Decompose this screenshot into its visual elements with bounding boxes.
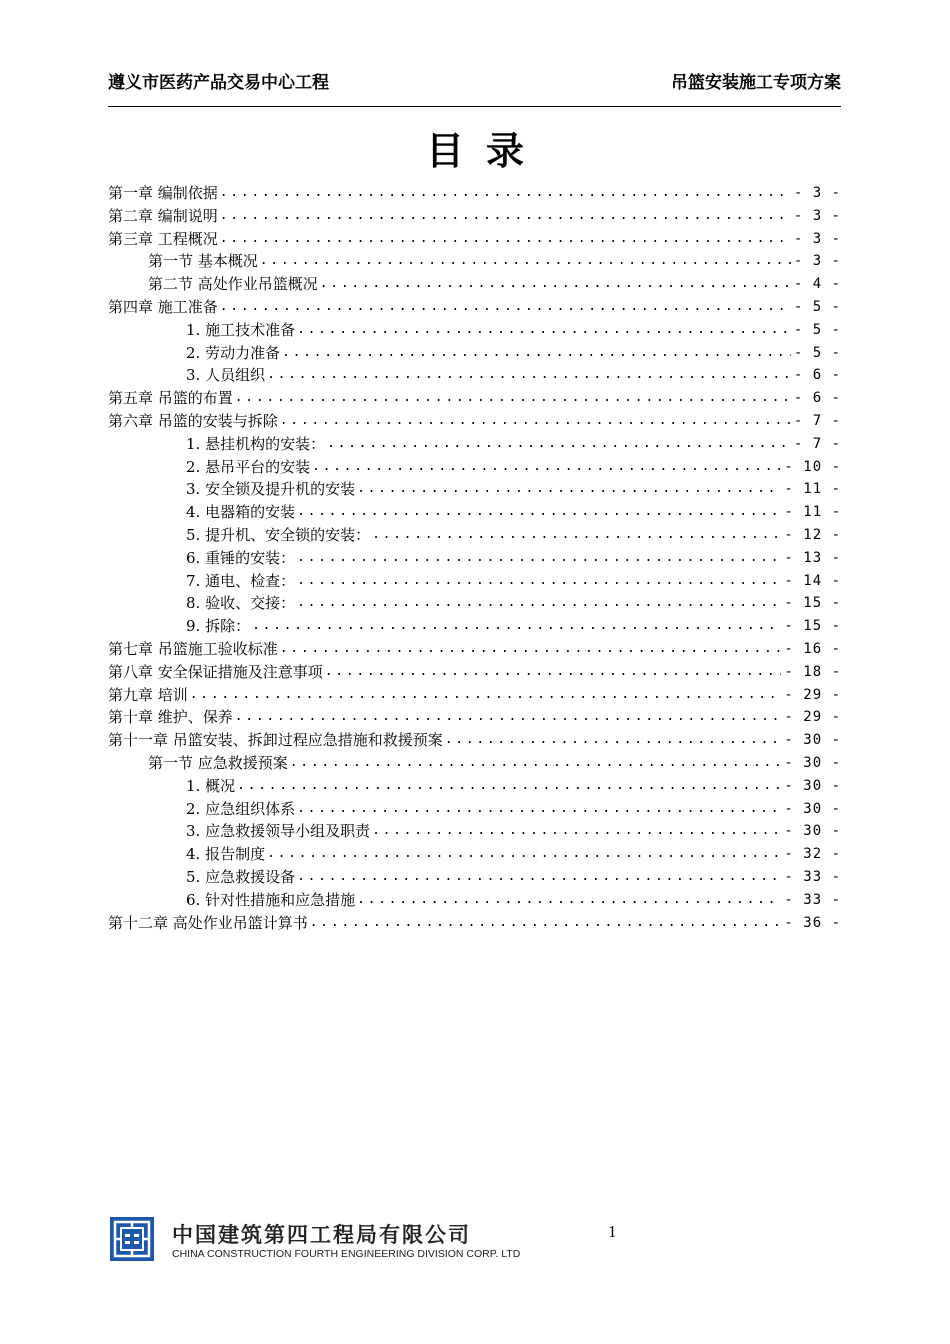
toc-entry-text: 第十二章 高处作业吊篮计算书 xyxy=(108,913,308,932)
toc-entry[interactable] xyxy=(108,729,841,752)
table-of-contents xyxy=(108,182,841,934)
toc-entry-text: 2. 悬吊平台的安装 xyxy=(186,457,311,476)
toc-entry-page: - 30 - xyxy=(784,823,841,840)
toc-entry-page: - 29 - xyxy=(784,686,841,703)
toc-dot-leader xyxy=(325,661,782,684)
toc-entry-text: 1. 概况 xyxy=(186,776,236,795)
toc-dot-leader xyxy=(310,912,782,935)
toc-dot-leader xyxy=(297,570,781,593)
toc-dot-leader xyxy=(327,433,791,456)
toc-entry-page: - 7 - xyxy=(793,412,841,429)
cscec-logo-icon xyxy=(110,1217,154,1261)
toc-title: 目录 xyxy=(425,128,546,173)
toc-dot-leader xyxy=(237,775,781,798)
toc-dot-leader xyxy=(357,478,781,501)
toc-entry[interactable] xyxy=(108,684,841,707)
toc-dot-leader xyxy=(320,273,791,296)
toc-entry-text: 1. 悬挂机构的安装： xyxy=(186,434,326,453)
toc-entry-text: 第一章 编制依据 xyxy=(108,184,218,202)
toc-entry-page: - 5 - xyxy=(793,344,841,361)
toc-entry-text: 3. 应急救援领导小组及职责 xyxy=(186,822,371,841)
toc-entry[interactable] xyxy=(108,661,841,684)
toc-entry-text: 1. 施工技术准备 xyxy=(186,320,296,339)
toc-entry[interactable] xyxy=(108,524,841,547)
toc-entry-page: - 15 - xyxy=(784,618,841,635)
toc-entry-text: 2. 劳动力准备 xyxy=(186,343,281,362)
toc-entry-page: - 11 - xyxy=(784,504,841,521)
toc-entry[interactable] xyxy=(108,205,841,228)
toc-entry-page: - 3 - xyxy=(793,185,841,201)
toc-entry-text: 第十章 维护、保养 xyxy=(108,708,233,727)
toc-dot-leader xyxy=(290,752,782,775)
toc-dot-leader xyxy=(280,638,782,661)
toc-entry[interactable] xyxy=(108,364,841,387)
toc-entry[interactable] xyxy=(108,342,841,365)
toc-entry-page: - 29 - xyxy=(784,709,841,726)
toc-dot-leader xyxy=(267,843,781,866)
toc-dot-leader xyxy=(190,684,782,707)
toc-dot-leader xyxy=(312,456,781,479)
toc-entry-page: - 32 - xyxy=(784,846,841,863)
toc-entry-text: 第八章 安全保证措施及注意事项 xyxy=(108,662,323,681)
toc-entry-page: - 5 - xyxy=(793,321,841,338)
toc-dot-leader xyxy=(267,364,791,387)
toc-entry[interactable] xyxy=(108,410,841,433)
toc-entry-page: - 30 - xyxy=(784,754,841,771)
toc-entry-text: 第十一章 吊篮安装、拆卸过程应急措施和救援预案 xyxy=(108,731,443,750)
toc-dot-leader xyxy=(220,205,791,228)
toc-entry[interactable] xyxy=(108,182,841,205)
toc-entry-text: 第七章 吊篮施工验收标准 xyxy=(108,639,278,658)
toc-entry[interactable] xyxy=(108,706,841,729)
toc-entry[interactable] xyxy=(108,752,841,775)
toc-entry-page: - 7 - xyxy=(793,435,841,452)
toc-entry-page: - 14 - xyxy=(784,572,841,589)
toc-entry-text: 9. 拆除： xyxy=(186,617,251,636)
toc-dot-leader xyxy=(220,296,791,319)
toc-dot-leader xyxy=(260,250,791,273)
toc-entry[interactable] xyxy=(108,250,841,273)
toc-dot-leader xyxy=(297,319,791,342)
toc-entry-text: 第五章 吊篮的布置 xyxy=(108,389,233,408)
toc-entry-page: - 11 - xyxy=(784,481,841,498)
toc-entry[interactable] xyxy=(108,638,841,661)
toc-dot-leader xyxy=(297,866,781,889)
header-project-name: 遵义市医药产品交易中心工程 xyxy=(108,73,329,93)
toc-entry-page: - 12 - xyxy=(784,526,841,543)
toc-entry-page: - 3 - xyxy=(793,230,841,247)
toc-entry-page: - 16 - xyxy=(784,640,841,657)
toc-dot-leader xyxy=(297,547,781,570)
toc-entry-page: - 18 - xyxy=(784,663,841,680)
toc-entry-page: - 4 - xyxy=(793,276,841,293)
toc-entry[interactable] xyxy=(108,570,841,593)
toc-dot-leader xyxy=(372,820,781,843)
toc-entry-page: - 33 - xyxy=(784,868,841,885)
toc-entry[interactable] xyxy=(108,273,841,296)
toc-entry[interactable] xyxy=(108,319,841,342)
toc-dot-leader xyxy=(297,798,781,821)
toc-entry-text: 4. 电器箱的安装 xyxy=(186,503,296,522)
toc-entry-text: 3. 人员组织 xyxy=(186,366,266,385)
toc-dot-leader xyxy=(220,182,791,205)
toc-dot-leader xyxy=(220,228,791,251)
toc-entry-text: 5. 应急救援设备 xyxy=(186,867,296,886)
toc-entry[interactable] xyxy=(108,615,841,638)
toc-entry-page: - 3 - xyxy=(793,253,841,270)
page-header xyxy=(108,68,841,94)
toc-entry[interactable] xyxy=(108,866,841,889)
toc-entry-page: - 13 - xyxy=(784,549,841,566)
toc-entry-text: 第三章 工程概况 xyxy=(108,229,218,248)
page-number: 1 xyxy=(608,1222,617,1241)
toc-entry[interactable] xyxy=(108,798,841,821)
toc-entry-text: 6. 重锤的安装： xyxy=(186,548,296,567)
toc-dot-leader xyxy=(297,592,781,615)
toc-entry-page: - 33 - xyxy=(784,891,841,908)
header-divider xyxy=(108,106,841,107)
toc-entry[interactable] xyxy=(108,820,841,843)
toc-entry-text: 5. 提升机、安全锁的安装： xyxy=(186,525,371,544)
toc-entry-text: 第一节 基本概况 xyxy=(148,252,258,271)
toc-entry[interactable] xyxy=(108,843,841,866)
toc-entry-text: 第四章 施工准备 xyxy=(108,297,218,316)
toc-dot-leader xyxy=(372,524,781,547)
toc-entry[interactable] xyxy=(108,387,841,410)
toc-entry-page: - 36 - xyxy=(784,914,841,931)
toc-dot-leader xyxy=(297,501,781,524)
toc-entry[interactable] xyxy=(108,228,841,251)
toc-entry-text: 3. 安全锁及提升机的安装 xyxy=(186,480,356,499)
toc-entry-page: - 30 - xyxy=(784,732,841,749)
toc-entry-text: 第九章 培训 xyxy=(108,685,188,704)
toc-entry-text: 第一节 应急救援预案 xyxy=(148,753,288,772)
toc-entry[interactable] xyxy=(108,478,841,501)
footer-company-name-english: CHINA CONSTRUCTION FOURTH ENGINEERING DIVISION CORP. LTD xyxy=(172,1248,521,1260)
toc-entry-page: - 3 - xyxy=(793,207,841,224)
toc-dot-leader xyxy=(282,342,791,365)
toc-entry-text: 4. 报告制度 xyxy=(186,845,266,864)
toc-entry-text: 第二节 高处作业吊篮概况 xyxy=(148,275,318,294)
toc-dot-leader xyxy=(357,889,781,912)
toc-entry-text: 第二章 编制说明 xyxy=(108,206,218,225)
toc-dot-leader xyxy=(252,615,781,638)
toc-dot-leader xyxy=(280,410,791,433)
footer-company-name: 中国建筑第四工程局有限公司 xyxy=(172,1223,471,1247)
header-document-title: 吊篮安装施工专项方案 xyxy=(671,73,841,93)
toc-entry-text: 7. 通电、检查： xyxy=(186,571,296,590)
toc-entry[interactable] xyxy=(108,775,841,798)
toc-entry[interactable] xyxy=(108,592,841,615)
toc-entry-page: - 5 - xyxy=(793,298,841,315)
toc-entry[interactable] xyxy=(108,912,841,935)
toc-dot-leader xyxy=(445,729,782,752)
toc-entry-page: - 6 - xyxy=(793,390,841,407)
toc-entry[interactable] xyxy=(108,296,841,319)
toc-entry-page: - 30 - xyxy=(784,777,841,794)
toc-entry-text: 8. 验收、交接： xyxy=(186,594,296,613)
toc-entry-page: - 6 - xyxy=(793,367,841,384)
toc-entry-text: 6. 针对性措施和应急措施 xyxy=(186,890,356,909)
toc-entry[interactable] xyxy=(108,501,841,524)
toc-entry-page: - 10 - xyxy=(784,458,841,475)
toc-entry-text: 第六章 吊篮的安装与拆除 xyxy=(108,411,278,430)
toc-entry[interactable] xyxy=(108,889,841,912)
toc-dot-leader xyxy=(235,387,791,410)
toc-entry-text: 2. 应急组织体系 xyxy=(186,799,296,818)
toc-dot-leader xyxy=(235,706,782,729)
toc-entry[interactable] xyxy=(108,547,841,570)
toc-entry[interactable] xyxy=(108,456,841,479)
toc-entry[interactable] xyxy=(108,433,841,456)
toc-entry-page: - 15 - xyxy=(784,595,841,612)
toc-entry-page: - 30 - xyxy=(784,800,841,817)
